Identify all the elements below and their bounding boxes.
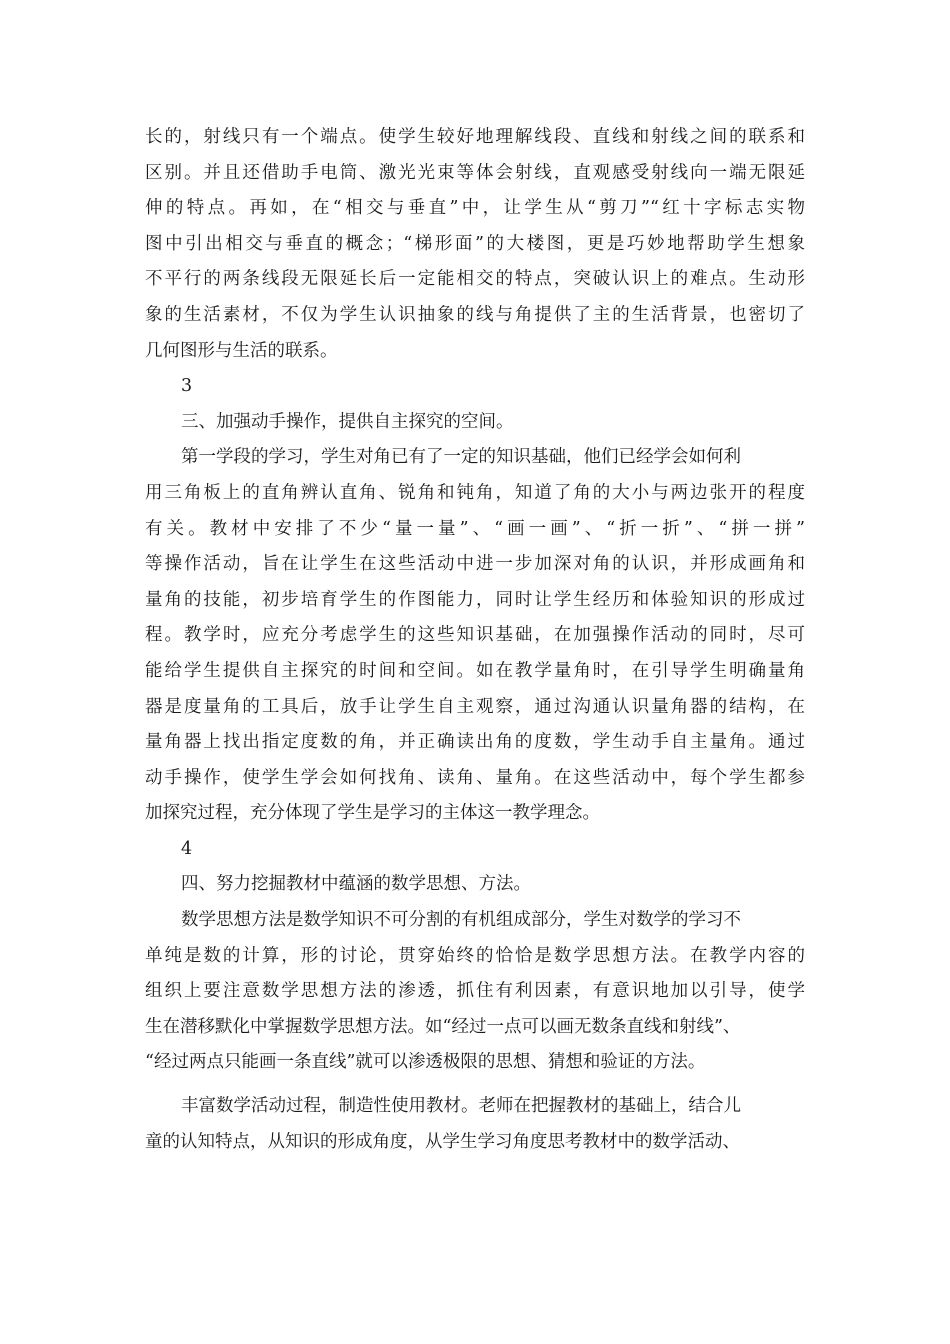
document-body (145, 120, 805, 1160)
text-line: 程。教学时，应充分考虑学生的这些知识基础，在加强操作活动的同时，尽可 (145, 625, 805, 646)
text-line: 数学思想方法是数学知识不可分割的有机组成部分，学生对数学的学习不 (181, 910, 741, 931)
paragraph-gap (145, 1081, 805, 1089)
text-line: 用三角板上的直角辨认直角、锐角和钝角，知道了角的大小与两边张开的程度 (145, 482, 805, 503)
text-line: 第一学段的学习，学生对角已有了一定的知识基础，他们已经学会如何利 (181, 447, 741, 468)
text-line: 图中引出相交与垂直的概念；“梯形面”的大楼图，更是巧妙地帮助学生想象 (145, 233, 805, 254)
section-number: 3 (181, 376, 193, 397)
text-line: 有关。教材中安排了不少“量一量”、“画一画”、“折一折”、“拼一拼” (145, 518, 805, 539)
section-number: 4 (181, 838, 193, 859)
text-line: 单纯是数的计算，形的讨论，贯穿始终的恰恰是数学思想方法。在教学内容的 (145, 945, 805, 966)
section-heading: 四、努力挖掘教材中蕴涵的数学思想、方法。 (181, 874, 531, 895)
text-line: 长的，射线只有一个端点。使学生较好地理解线段、直线和射线之间的联系和 (145, 127, 805, 147)
text-line: 象的生活素材，不仅为学生认识抽象的线与角提供了主的生活背景，也密切了 (145, 304, 805, 325)
text-line: 童的认知特点，从知识的形成角度，从学生学习角度思考教材中的数学活动、 (145, 1131, 740, 1152)
text-line: 不平行的两条线段无限延长后一定能相交的特点，突破认识上的难点。生动形 (145, 269, 805, 290)
text-line: 器是度量角的工具后，放手让学生自主观察，通过沟通认识量角器的结构，在 (145, 696, 805, 717)
text-line: 加探究过程，充分体现了学生是学习的主体这一教学理念。 (145, 803, 600, 824)
text-line: 等操作活动，旨在让学生在这些活动中进一步加深对角的认识，并形成画角和 (145, 554, 805, 575)
text-line: 伸的特点。再如，在“相交与垂直”中，让学生从“剪刀”“红十字标志实物 (145, 198, 805, 219)
section-heading: 三、加强动手操作，提供自主探究的空间。 (181, 411, 514, 432)
text-line: 量角器上找出指定度数的角，并正确读出角的度数，学生动手自主量角。通过 (145, 732, 805, 753)
text-line: 组织上要注意数学思想方法的渗透，抓住有利因素，有意识地加以引导，使学 (145, 981, 805, 1002)
text-line: 生在潜移默化中掌握数学思想方法。如“经过一点可以画无数条直线和射线”、 (145, 1016, 741, 1037)
text-line: “经过两点只能画一条直线”就可以渗透极限的思想、猜想和验证的方法。 (145, 1052, 706, 1073)
text-line: 丰富数学活动过程，制造性使用教材。老师在把握教材的基础上，结合儿 (181, 1096, 741, 1117)
text-line: 几何图形与生活的联系。 (145, 340, 338, 361)
text-line: 能给学生提供自主探究的时间和空间。如在教学量角时，在引导学生明确量角 (145, 660, 805, 681)
text-line: 动手操作，使学生学会如何找角、读角、量角。在这些活动中，每个学生都参 (145, 767, 805, 788)
text-line: 区别。并且还借助手电筒、激光光束等体会射线，直观感受射线向一端无限延 (145, 162, 805, 183)
text-line: 量角的技能，初步培育学生的作图能力，同时让学生经历和体验知识的形成过 (145, 589, 805, 610)
